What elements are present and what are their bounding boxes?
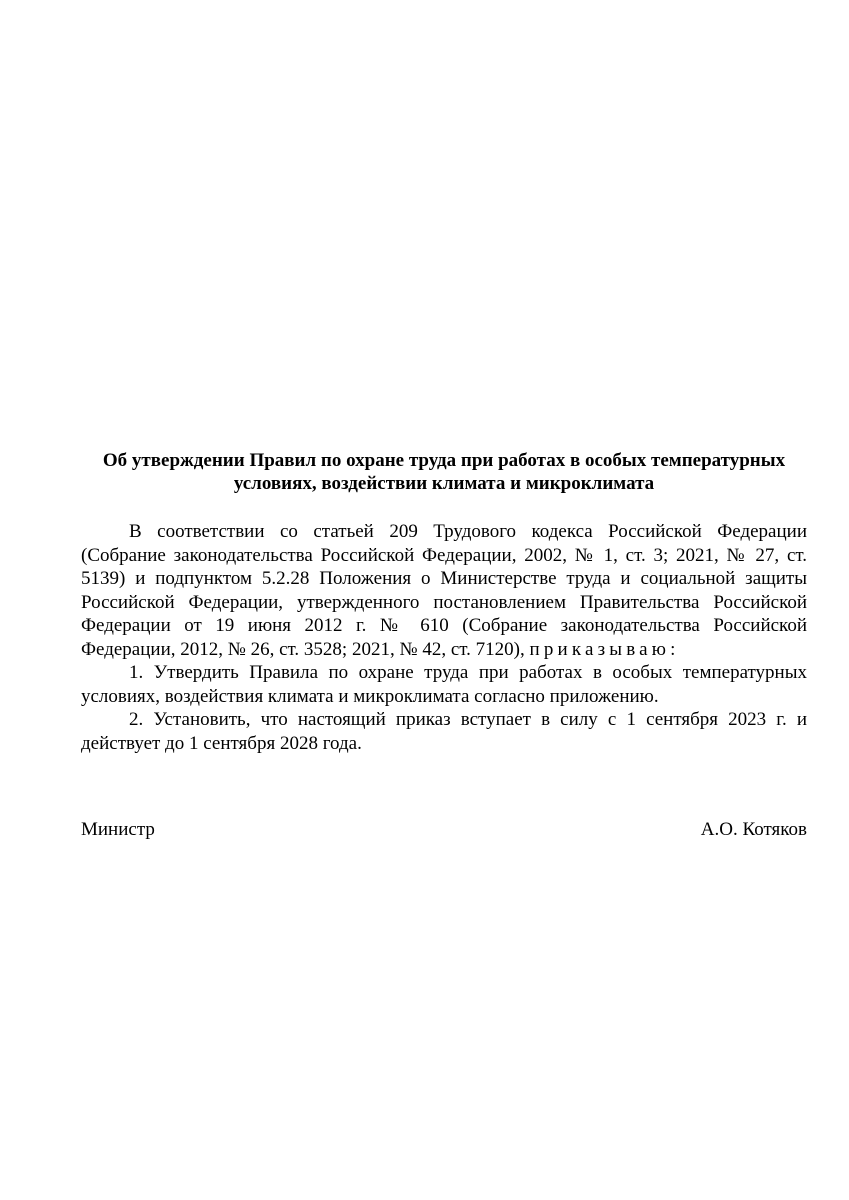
- document-title: [81, 449, 807, 495]
- preamble-text: В соответствии со статьей 209 Трудового кодекса Российской Федерации (Собрание законодательства Российской Федерации, 2002, № 1, ст. 3; 2021, № 27, ст. 5139) и подпунктом 5.2.28 Положения о Министерстве труда и социальной защиты Российской Федерации, утвержденного постановлением Правительства Российской Федерации от 19 июня 2012 г. № 610 (Собрание законодательства Российской Федерации, 2012, № 26, ст. 3528; 2021, № 42, ст. 7120),: [81, 521, 807, 660]
- signatory-name: А.О. Котяков: [700, 819, 807, 840]
- document-title-line-2: условиях, воздействии климата и микроклимата: [233, 473, 655, 494]
- document-content: [81, 449, 807, 755]
- preamble-paragraph: [81, 520, 807, 661]
- signature-block: [81, 818, 807, 841]
- signatory-position: Министр: [81, 819, 155, 840]
- order-word: приказываю: [529, 638, 671, 660]
- order-colon: :: [670, 638, 676, 660]
- order-item-1: 1. Утвердить Правила по охране труда при работах в особых температурных условиях, воздействия климата и микроклимата согласно приложению.: [81, 662, 807, 707]
- order-item-2: 2. Установить, что настоящий приказ вступает в силу с 1 сентября 2023 г. и действует до 1 сентября 2028 года.: [81, 709, 807, 754]
- document-body: [81, 520, 807, 755]
- document-title-line-1: Об утверждении Правил по охране труда при работах в особых температурных: [102, 450, 786, 471]
